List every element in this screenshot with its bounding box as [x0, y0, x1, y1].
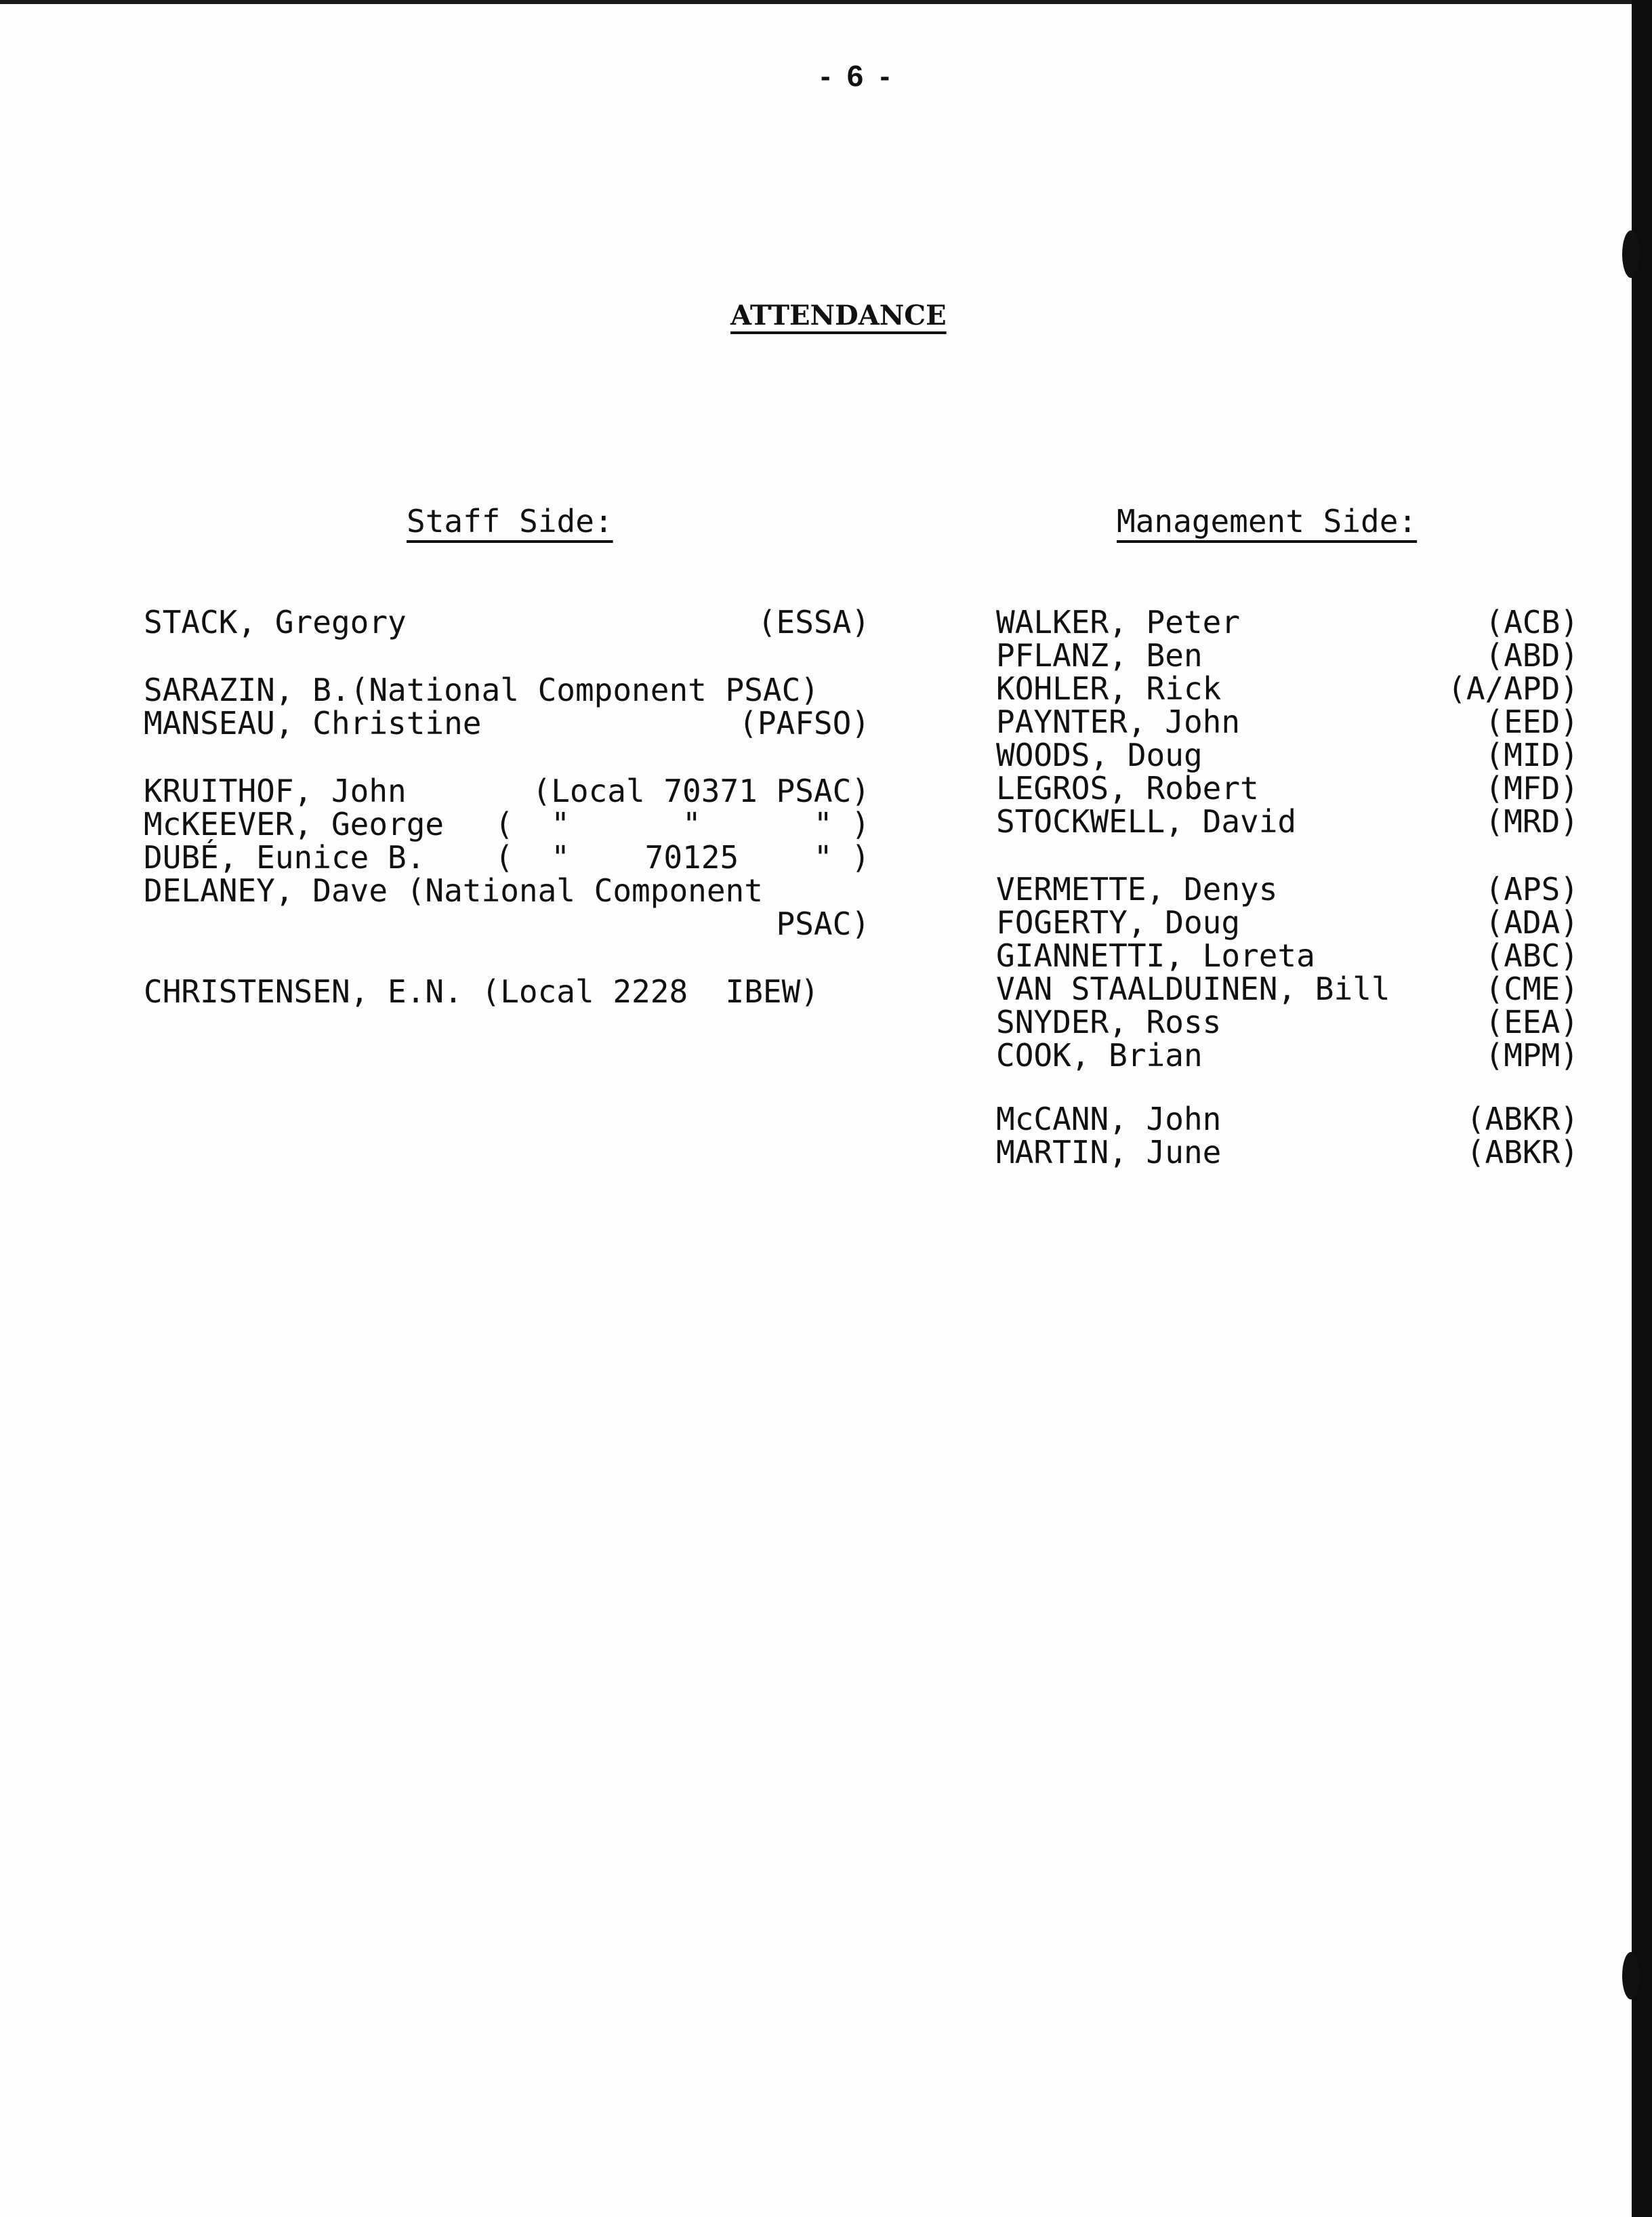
- attendee-name: FOGERTY, Doug: [996, 904, 1241, 941]
- attendee-name: PAYNTER, John: [996, 704, 1241, 740]
- attendee-row: [996, 672, 1579, 706]
- attendee-row: [144, 975, 870, 1009]
- attendee-name: MANSEAU, Christine: [144, 705, 482, 741]
- attendee-organization: (EEA): [1485, 1004, 1579, 1040]
- attendee-organization: (APS): [1485, 871, 1579, 908]
- attendee-organization: (ADA): [1485, 904, 1579, 941]
- attendee-row: [144, 674, 870, 707]
- attendee-name: KOHLER, Rick: [996, 670, 1222, 707]
- attendee-name: DELANEY, Dave (National Component: [144, 872, 763, 909]
- attendee-name: STACK, Gregory: [144, 604, 407, 640]
- staff-side-heading: Staff Side:: [407, 503, 613, 540]
- attendee-organization: (ABKR): [1466, 1134, 1579, 1171]
- attendee-name: STOCKWELL, David: [996, 803, 1297, 840]
- attendee-name: COOK, Brian: [996, 1037, 1203, 1074]
- attendee-row: [996, 772, 1579, 805]
- attendee-organization: PSAC): [776, 906, 870, 942]
- attendee-row: [996, 1039, 1579, 1072]
- attendee-organization: (MPM): [1485, 1037, 1579, 1074]
- management-side-heading: Management Side:: [1117, 503, 1418, 540]
- attendee-name: VERMETTE, Denys: [996, 871, 1278, 908]
- attendee-row: [996, 706, 1579, 739]
- attendee-row: [996, 739, 1579, 772]
- attendee-row-continuation: [144, 908, 870, 941]
- attendee-row: [144, 775, 870, 808]
- attendee-organization: (CME): [1485, 971, 1579, 1007]
- attendee-name: VAN STAALDUINEN, Bill: [996, 971, 1390, 1007]
- staff-attendance-list: [144, 606, 870, 1009]
- attendee-name: McKEEVER, George: [144, 806, 445, 842]
- attendee-organization: (MFD): [1485, 770, 1579, 807]
- attendee-row: [996, 973, 1579, 1006]
- attendee-name: PFLANZ, Ben: [996, 637, 1203, 674]
- page-number: - 6 -: [820, 60, 894, 93]
- top-edge-line: [0, 0, 1652, 4]
- attendee-name: SNYDER, Ross: [996, 1004, 1222, 1040]
- attendee-row: [996, 639, 1579, 672]
- attendee-row: [144, 606, 870, 639]
- attendee-name: MARTIN, June: [996, 1134, 1222, 1171]
- attendee-organization: (ACB): [1485, 604, 1579, 640]
- attendee-organization: (A/APD): [1447, 670, 1579, 707]
- binding-edge: [1632, 0, 1652, 2217]
- attendee-row: [144, 808, 870, 841]
- attendee-organization: (Local 70371 PSAC): [532, 773, 870, 809]
- attendee-name: KRUITHOF, John: [144, 773, 407, 809]
- attendee-name: WALKER, Peter: [996, 604, 1241, 640]
- attendee-name: SARAZIN, B.(National Component PSAC): [144, 672, 819, 708]
- attendee-organization: (ABC): [1485, 937, 1579, 974]
- attendee-organization: (MRD): [1485, 803, 1579, 840]
- attendee-organization: (PAFSO): [739, 705, 870, 741]
- attendee-row: [144, 874, 870, 908]
- attendee-name: LEGROS, Robert: [996, 770, 1259, 807]
- attendee-row: [144, 707, 870, 740]
- attendee-name: DUBÉ, Eunice B.: [144, 839, 426, 876]
- attendee-name: CHRISTENSEN, E.N. (Local 2228 IBEW): [144, 973, 819, 1010]
- attendee-organization: ( " " " ): [495, 806, 870, 842]
- attendee-name: WOODS, Doug: [996, 737, 1203, 773]
- attendee-organization: ( " 70125 " ): [495, 839, 870, 876]
- attendee-row: [996, 906, 1579, 939]
- attendee-row: [996, 1103, 1579, 1136]
- attendee-row: [996, 805, 1579, 838]
- attendee-organization: (ABKR): [1466, 1101, 1579, 1137]
- document-title: ATTENDANCE: [730, 300, 947, 331]
- attendee-row: [996, 1136, 1579, 1169]
- attendee-organization: (MID): [1485, 737, 1579, 773]
- attendee-name: McCANN, John: [996, 1101, 1222, 1137]
- binding-ring-icon: [1622, 1952, 1640, 1999]
- management-attendance-list: [996, 606, 1579, 1169]
- attendee-organization: (ESSA): [757, 604, 870, 640]
- attendee-organization: (EED): [1485, 704, 1579, 740]
- binding-ring-icon: [1622, 230, 1640, 278]
- attendee-organization: (ABD): [1485, 637, 1579, 674]
- attendee-row: [996, 606, 1579, 639]
- attendee-row: [996, 873, 1579, 906]
- attendee-name: GIANNETTI, Loreta: [996, 937, 1315, 974]
- attendee-row: [996, 939, 1579, 973]
- attendee-row: [996, 1006, 1579, 1039]
- attendee-row: [144, 841, 870, 874]
